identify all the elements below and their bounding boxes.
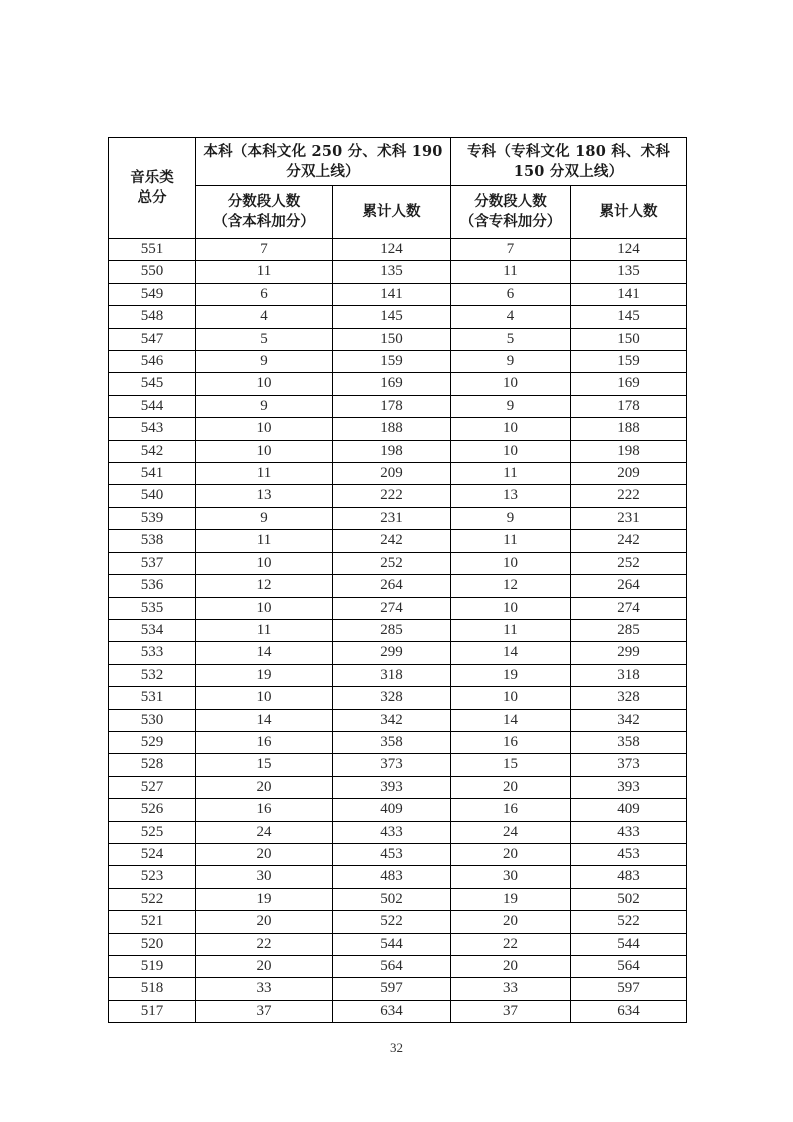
- cell-zhuan_cum: 124: [571, 239, 687, 261]
- cell-zhuan_seg: 37: [451, 1000, 571, 1022]
- cell-ben_cum: 328: [333, 687, 451, 709]
- cell-zhuan_seg: 20: [451, 776, 571, 798]
- table-row: [109, 956, 687, 978]
- table-row: [109, 373, 687, 395]
- cell-zhuan_cum: 299: [571, 642, 687, 664]
- header-zhuanke-segment-count-line1: 分数段人数: [474, 193, 547, 211]
- cell-ben_cum: 198: [333, 440, 451, 462]
- cell-ben_cum: 318: [333, 664, 451, 686]
- cell-ben_seg: 19: [196, 664, 333, 686]
- table-row: [109, 843, 687, 865]
- cell-zhuan_cum: 634: [571, 1000, 687, 1022]
- cell-zhuan_seg: 7: [451, 239, 571, 261]
- cell-ben_cum: 409: [333, 799, 451, 821]
- cell-ben_seg: 10: [196, 440, 333, 462]
- cell-ben_seg: 10: [196, 597, 333, 619]
- cell-zhuan_seg: 10: [451, 373, 571, 395]
- header-benke-cumulative-count: [333, 186, 451, 239]
- table-row: [109, 642, 687, 664]
- cell-zhuan_seg: 16: [451, 731, 571, 753]
- cell-score: 519: [109, 956, 196, 978]
- cell-ben_seg: 6: [196, 283, 333, 305]
- cell-ben_cum: 135: [333, 261, 451, 283]
- table-row: [109, 799, 687, 821]
- cell-zhuan_cum: 409: [571, 799, 687, 821]
- table-row: [109, 911, 687, 933]
- cell-zhuan_cum: 209: [571, 463, 687, 485]
- cell-ben_cum: 544: [333, 933, 451, 955]
- cell-zhuan_cum: 433: [571, 821, 687, 843]
- table-row: [109, 575, 687, 597]
- cell-score: 536: [109, 575, 196, 597]
- header-score-total: [109, 138, 196, 239]
- cell-ben_cum: 150: [333, 328, 451, 350]
- score-distribution-table: [108, 137, 687, 1023]
- cell-ben_cum: 159: [333, 351, 451, 373]
- cell-score: 530: [109, 709, 196, 731]
- cell-score: 526: [109, 799, 196, 821]
- cell-ben_seg: 11: [196, 619, 333, 641]
- cell-score: 539: [109, 507, 196, 529]
- cell-zhuan_cum: 159: [571, 351, 687, 373]
- cell-zhuan_cum: 373: [571, 754, 687, 776]
- cell-ben_seg: 16: [196, 731, 333, 753]
- cell-zhuan_cum: 318: [571, 664, 687, 686]
- header-benke-segment-count: [196, 186, 333, 239]
- cell-score: 524: [109, 843, 196, 865]
- cell-score: 535: [109, 597, 196, 619]
- table-row: [109, 754, 687, 776]
- cell-score: 545: [109, 373, 196, 395]
- cell-zhuan_seg: 15: [451, 754, 571, 776]
- cell-ben_seg: 11: [196, 261, 333, 283]
- cell-ben_cum: 222: [333, 485, 451, 507]
- cell-ben_seg: 30: [196, 866, 333, 888]
- cell-ben_seg: 16: [196, 799, 333, 821]
- cell-zhuan_cum: 564: [571, 956, 687, 978]
- table-row: [109, 530, 687, 552]
- table-row: [109, 306, 687, 328]
- cell-score: 532: [109, 664, 196, 686]
- cell-ben_seg: 14: [196, 709, 333, 731]
- cell-ben_cum: 285: [333, 619, 451, 641]
- cell-zhuan_cum: 358: [571, 731, 687, 753]
- cell-ben_cum: 564: [333, 956, 451, 978]
- cell-score: 544: [109, 395, 196, 417]
- cell-zhuan_seg: 16: [451, 799, 571, 821]
- cell-ben_cum: 634: [333, 1000, 451, 1022]
- cell-zhuan_seg: 11: [451, 261, 571, 283]
- cell-ben_seg: 9: [196, 507, 333, 529]
- cell-score: 534: [109, 619, 196, 641]
- page-number: 32: [390, 1040, 403, 1055]
- header-zhuanke-segment-count: [451, 186, 571, 239]
- cell-ben_cum: 274: [333, 597, 451, 619]
- cell-ben_cum: 453: [333, 843, 451, 865]
- table-row: [109, 485, 687, 507]
- cell-ben_seg: 24: [196, 821, 333, 843]
- cell-ben_seg: 14: [196, 642, 333, 664]
- cell-ben_cum: 169: [333, 373, 451, 395]
- table-row: [109, 597, 687, 619]
- cell-ben_seg: 5: [196, 328, 333, 350]
- cell-ben_cum: 252: [333, 552, 451, 574]
- cell-zhuan_cum: 198: [571, 440, 687, 462]
- cell-zhuan_cum: 242: [571, 530, 687, 552]
- cell-zhuan_seg: 30: [451, 866, 571, 888]
- cell-zhuan_cum: 453: [571, 843, 687, 865]
- cell-ben_cum: 145: [333, 306, 451, 328]
- cell-ben_cum: 188: [333, 418, 451, 440]
- cell-score: 521: [109, 911, 196, 933]
- table-row: [109, 731, 687, 753]
- cell-ben_seg: 15: [196, 754, 333, 776]
- cell-ben_seg: 10: [196, 373, 333, 395]
- cell-zhuan_seg: 9: [451, 507, 571, 529]
- cell-zhuan_seg: 19: [451, 664, 571, 686]
- cell-ben_cum: 433: [333, 821, 451, 843]
- header-benke-segment-count-line1: 分数段人数: [227, 193, 301, 211]
- cell-ben_cum: 209: [333, 463, 451, 485]
- cell-ben_cum: 141: [333, 283, 451, 305]
- cell-zhuan_seg: 10: [451, 440, 571, 462]
- table-header: [109, 138, 687, 239]
- cell-ben_seg: 13: [196, 485, 333, 507]
- cell-zhuan_seg: 11: [451, 463, 571, 485]
- cell-zhuan_cum: 502: [571, 888, 687, 910]
- cell-zhuan_seg: 6: [451, 283, 571, 305]
- cell-zhuan_seg: 4: [451, 306, 571, 328]
- cell-zhuan_cum: 483: [571, 866, 687, 888]
- cell-ben_seg: 37: [196, 1000, 333, 1022]
- cell-ben_seg: 10: [196, 418, 333, 440]
- cell-zhuan_cum: 264: [571, 575, 687, 597]
- cell-ben_cum: 124: [333, 239, 451, 261]
- cell-score: 551: [109, 239, 196, 261]
- cell-zhuan_seg: 14: [451, 709, 571, 731]
- cell-score: 527: [109, 776, 196, 798]
- table-row: [109, 709, 687, 731]
- table-row: [109, 463, 687, 485]
- cell-ben_seg: 7: [196, 239, 333, 261]
- cell-score: 518: [109, 978, 196, 1000]
- cell-score: 549: [109, 283, 196, 305]
- cell-zhuan_cum: 328: [571, 687, 687, 709]
- cell-score: 546: [109, 351, 196, 373]
- cell-ben_seg: 22: [196, 933, 333, 955]
- cell-zhuan_cum: 188: [571, 418, 687, 440]
- cell-score: 537: [109, 552, 196, 574]
- cell-score: 523: [109, 866, 196, 888]
- cell-zhuan_seg: 9: [451, 351, 571, 373]
- cell-zhuan_seg: 20: [451, 956, 571, 978]
- table-header-group-row: [109, 138, 687, 186]
- cell-ben_seg: 12: [196, 575, 333, 597]
- cell-ben_cum: 597: [333, 978, 451, 1000]
- cell-zhuan_seg: 24: [451, 821, 571, 843]
- cell-score: 533: [109, 642, 196, 664]
- table-row: [109, 328, 687, 350]
- cell-zhuan_cum: 150: [571, 328, 687, 350]
- cell-score: 517: [109, 1000, 196, 1022]
- cell-ben_seg: 4: [196, 306, 333, 328]
- table-row: [109, 619, 687, 641]
- table-row: [109, 351, 687, 373]
- cell-ben_seg: 19: [196, 888, 333, 910]
- cell-zhuan_seg: 5: [451, 328, 571, 350]
- cell-ben_seg: 20: [196, 776, 333, 798]
- cell-zhuan_cum: 274: [571, 597, 687, 619]
- table-row: [109, 507, 687, 529]
- cell-zhuan_seg: 11: [451, 619, 571, 641]
- cell-zhuan_seg: 12: [451, 575, 571, 597]
- cell-ben_seg: 20: [196, 956, 333, 978]
- table-row: [109, 552, 687, 574]
- cell-ben_cum: 373: [333, 754, 451, 776]
- cell-ben_cum: 178: [333, 395, 451, 417]
- header-group-zhuanke: 专科（专科文化 180 科、术科 150 分双上线）: [451, 138, 687, 186]
- header-group-benke: 本科（本科文化 250 分、术科 190 分双上线）: [196, 138, 451, 186]
- cell-zhuan_cum: 141: [571, 283, 687, 305]
- table-row: [109, 888, 687, 910]
- header-zhuanke-segment-count-line2: （含专科加分）: [459, 213, 562, 230]
- table-row: [109, 395, 687, 417]
- cell-score: 538: [109, 530, 196, 552]
- cell-ben_cum: 231: [333, 507, 451, 529]
- cell-ben_seg: 10: [196, 552, 333, 574]
- header-benke-segment-count-line2: （含本科加分）: [213, 213, 315, 230]
- cell-score: 547: [109, 328, 196, 350]
- cell-ben_seg: 9: [196, 395, 333, 417]
- table-row: [109, 440, 687, 462]
- cell-ben_cum: 522: [333, 911, 451, 933]
- cell-zhuan_seg: 19: [451, 888, 571, 910]
- cell-zhuan_cum: 393: [571, 776, 687, 798]
- cell-zhuan_cum: 285: [571, 619, 687, 641]
- cell-ben_seg: 33: [196, 978, 333, 1000]
- cell-zhuan_seg: 10: [451, 552, 571, 574]
- cell-ben_cum: 242: [333, 530, 451, 552]
- table-row: [109, 776, 687, 798]
- cell-ben_cum: 264: [333, 575, 451, 597]
- cell-ben_seg: 11: [196, 463, 333, 485]
- cell-score: 548: [109, 306, 196, 328]
- cell-ben_cum: 502: [333, 888, 451, 910]
- cell-ben_seg: 20: [196, 911, 333, 933]
- header-zhuanke-cumulative-count-line1: 累计人数: [599, 203, 658, 221]
- table-row: [109, 978, 687, 1000]
- table-row: [109, 866, 687, 888]
- cell-zhuan_cum: 544: [571, 933, 687, 955]
- cell-score: 543: [109, 418, 196, 440]
- cell-ben_cum: 342: [333, 709, 451, 731]
- cell-zhuan_cum: 222: [571, 485, 687, 507]
- cell-score: 525: [109, 821, 196, 843]
- table-row: [109, 664, 687, 686]
- cell-zhuan_seg: 10: [451, 687, 571, 709]
- header-benke-cumulative-count-line1: 累计人数: [362, 203, 421, 221]
- cell-zhuan_cum: 145: [571, 306, 687, 328]
- cell-ben_seg: 11: [196, 530, 333, 552]
- cell-score: 520: [109, 933, 196, 955]
- table-row: [109, 283, 687, 305]
- cell-zhuan_seg: 13: [451, 485, 571, 507]
- cell-zhuan_seg: 10: [451, 418, 571, 440]
- cell-zhuan_cum: 342: [571, 709, 687, 731]
- cell-zhuan_seg: 33: [451, 978, 571, 1000]
- cell-zhuan_seg: 20: [451, 911, 571, 933]
- cell-score: 550: [109, 261, 196, 283]
- cell-ben_seg: 9: [196, 351, 333, 373]
- cell-ben_cum: 358: [333, 731, 451, 753]
- cell-zhuan_seg: 22: [451, 933, 571, 955]
- cell-zhuan_cum: 169: [571, 373, 687, 395]
- cell-score: 528: [109, 754, 196, 776]
- cell-zhuan_cum: 597: [571, 978, 687, 1000]
- table-body: [109, 239, 687, 1023]
- table-row: [109, 933, 687, 955]
- cell-score: 540: [109, 485, 196, 507]
- cell-ben_seg: 20: [196, 843, 333, 865]
- cell-zhuan_cum: 252: [571, 552, 687, 574]
- table-row: [109, 1000, 687, 1022]
- cell-score: 531: [109, 687, 196, 709]
- cell-ben_cum: 483: [333, 866, 451, 888]
- cell-ben_seg: 10: [196, 687, 333, 709]
- cell-score: 529: [109, 731, 196, 753]
- table-row: [109, 687, 687, 709]
- cell-ben_cum: 393: [333, 776, 451, 798]
- header-score-total-line2: 总分: [137, 189, 167, 206]
- header-zhuanke-cumulative-count: [571, 186, 687, 239]
- table-row: [109, 418, 687, 440]
- cell-zhuan_seg: 20: [451, 843, 571, 865]
- table-header-sub-row: [109, 186, 687, 239]
- cell-score: 542: [109, 440, 196, 462]
- cell-zhuan_cum: 231: [571, 507, 687, 529]
- header-score-total-line1: 音乐类: [130, 169, 174, 187]
- cell-zhuan_cum: 178: [571, 395, 687, 417]
- table-row: [109, 821, 687, 843]
- cell-zhuan_cum: 135: [571, 261, 687, 283]
- cell-zhuan_seg: 14: [451, 642, 571, 664]
- table-row: [109, 261, 687, 283]
- cell-zhuan_seg: 9: [451, 395, 571, 417]
- cell-zhuan_seg: 11: [451, 530, 571, 552]
- cell-score: 522: [109, 888, 196, 910]
- cell-score: 541: [109, 463, 196, 485]
- cell-zhuan_seg: 10: [451, 597, 571, 619]
- cell-ben_cum: 299: [333, 642, 451, 664]
- cell-zhuan_cum: 522: [571, 911, 687, 933]
- table-row: [109, 239, 687, 261]
